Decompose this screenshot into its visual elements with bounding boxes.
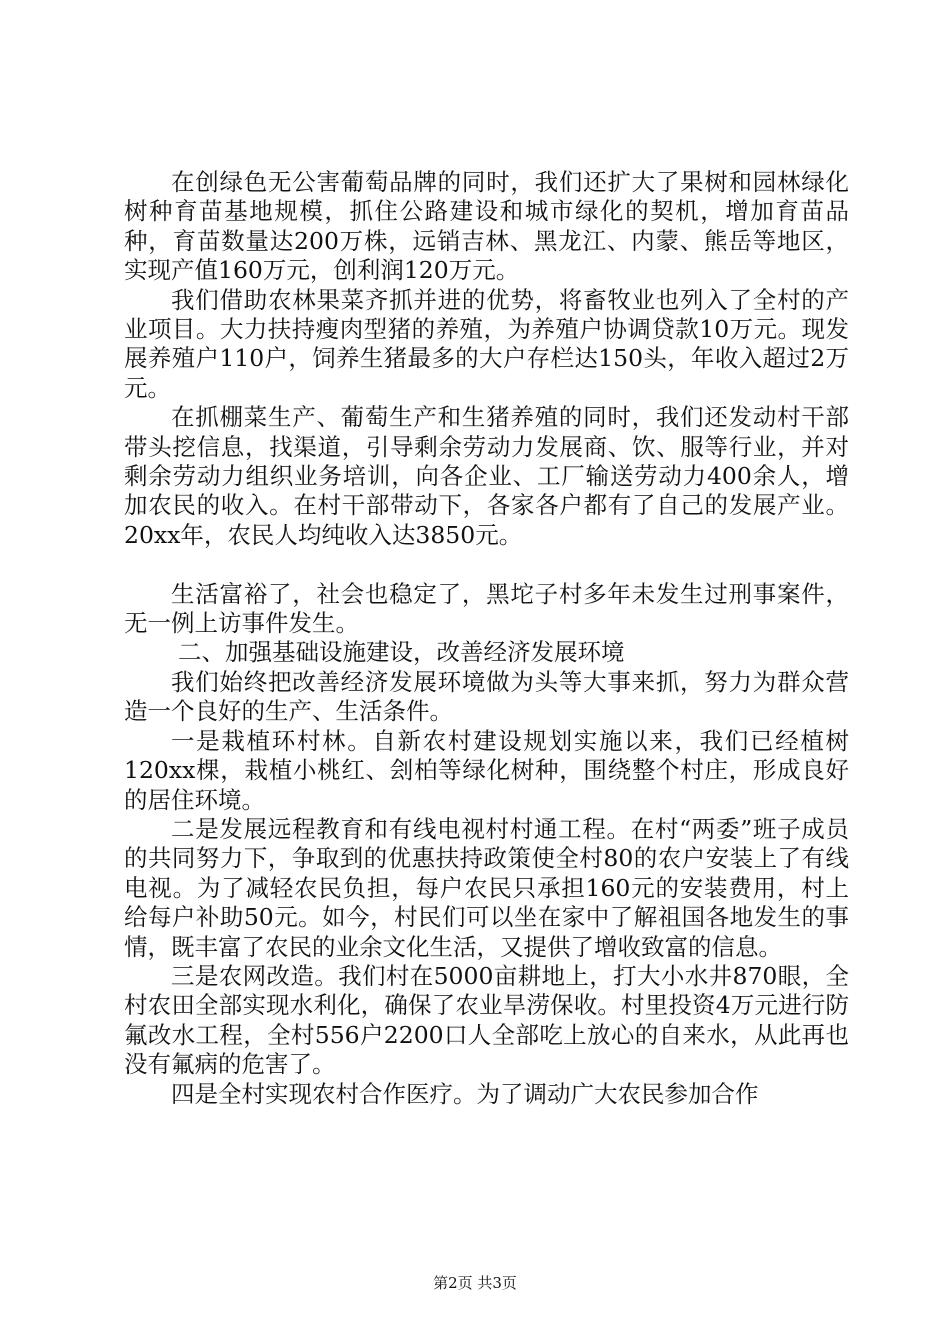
document-body [124,168,849,1109]
paragraph-seedling-base: 在创绿色无公害葡萄品牌的同时，我们还扩大了果树和园林绿化树种育苗基地规模，抓住公路建设和城市绿化的契机，增加育苗品种，育苗数量达200万株，远销吉林、黑龙江、内蒙、熊岳等地区，实现产值160万元，创利润120万元。 [124,168,849,285]
paragraph-tree-planting: 一是栽植环村林。自新农村建设规划实施以来，我们已经植树120xx棵，栽植小桃红、刽柏等绿化树种，围绕整个村庄，形成良好的居住环境。 [124,726,849,814]
paragraph-social-stability: 生活富裕了，社会也稳定了，黑坨子村多年未发生过刑事案件，无一例上访事件发生。 [124,579,849,638]
paragraph-environment: 我们始终把改善经济发展环境做为头等大事来抓，努力为群众营造一个良好的生产、生活条件。 [124,667,849,726]
paragraph-medical: 四是全村实现农村合作医疗。为了调动广大农民参加合作 [171,1079,759,1108]
paragraph-livestock: 我们借助农林果菜齐抓并进的优势，将畜牧业也列入了全村的产业项目。大力扶持瘦肉型猪的养殖，为养殖户协调贷款10万元。现发展养殖户110户，饲养生猪最多的大户存栏达150头，年收入超过2万元。 [124,285,849,402]
paragraph-water-grid: 三是农网改造。我们村在5000亩耕地上，打大小水井870眼，全村农田全部实现水利化，确保了农业旱涝保收。村里投资4万元进行防氟改水工程，全村556户2200口人全部吃上放心的自来水，从此再也没有氟病的危害了。 [124,961,849,1079]
paragraph-labor-income: 在抓棚菜生产、葡萄生产和生猪养殖的同时，我们还发动村干部带头挖信息，找渠道，引导剩余劳动力发展商、饮、服等行业，并对剩余劳动力组织业务培训，向各企业、工厂输送劳动力400余人，增加农民的收入。在村干部带动下，各家各户都有了自己的发展产业。20xx年，农民人均纯收入达3850元。 [124,403,849,549]
paragraph-cable-tv: 二是发展远程教育和有线电视村村通工程。在村“两委”班子成员的共同努力下，争取到的优惠扶持政策使全村80的农户安装上了有线电视。为了减轻农民负担，每户农民只承担160元的安装费用，村上给每户补助50元。如今，村民们可以坐在家中了解祖国各地发生的事情，既丰富了农民的业余文化生活，又提供了增收致富的信息。 [124,814,849,961]
page-number-footer: 第2页 共3页 [433,1274,517,1292]
section-heading-infrastructure: 二、加强基础设施建设，改善经济发展环境 [178,638,625,667]
